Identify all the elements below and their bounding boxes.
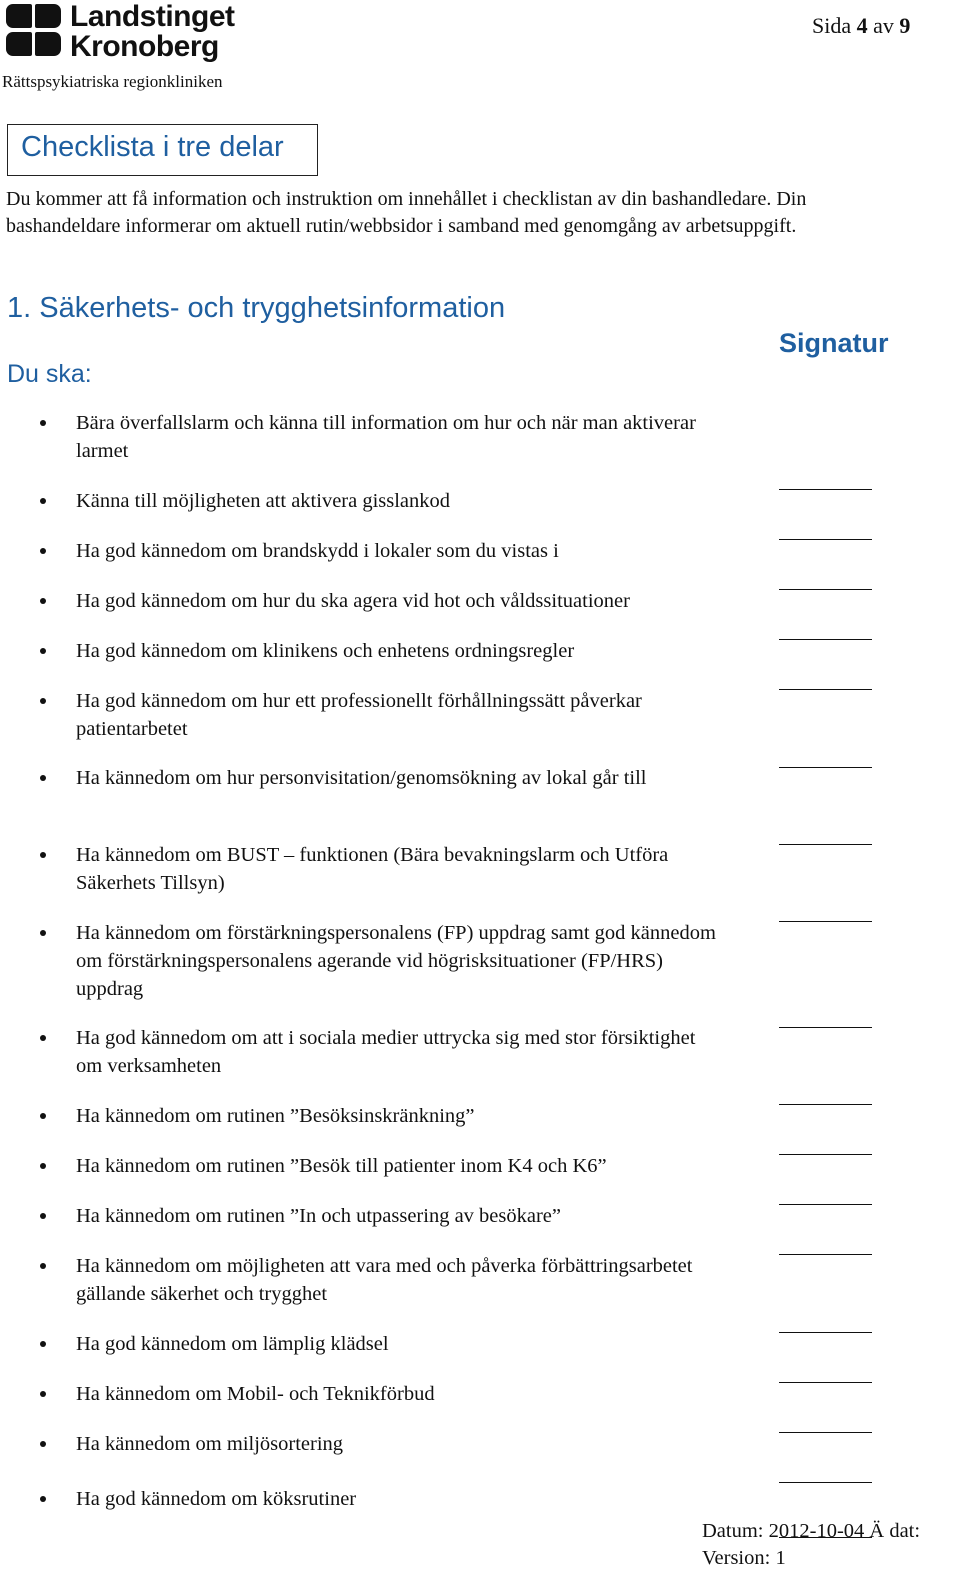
document-title-box (7, 124, 318, 176)
checklist-item-text: Ha kännedom om rutinen ”Besök till patienter inom K4 och K6” (76, 1155, 607, 1177)
bullet-icon (40, 648, 46, 654)
checklist-item-text: Ha kännedom om möjligheten att vara med och påverka förbättringsarbetet gällande säkerhet och trygghet (76, 1255, 693, 1305)
signature-line[interactable] (779, 1432, 872, 1433)
landstinget-kronoberg-logo (4, 2, 254, 66)
checklist-item-text: Ha kännedom om BUST – funktionen (Bära bevakningslarm och Utföra Säkerhets Tillsyn) (76, 844, 669, 894)
signature-column-heading: Signatur (779, 328, 889, 358)
page-number: Sida 4 av 9 (812, 13, 911, 38)
document-title: Checklista i tre delar (21, 131, 284, 163)
bullet-icon (40, 1113, 46, 1119)
bullet-icon (40, 420, 46, 426)
checklist-item-text: Känna till möjligheten att aktivera gisslankod (76, 490, 451, 512)
signature-line[interactable] (779, 639, 872, 640)
signature-line[interactable] (779, 489, 872, 490)
checklist-item-text: Ha god kännedom om köksrutiner (76, 1488, 357, 1510)
intro-paragraph: Du kommer att få information och instruktion om innehållet i checklistan av din bashandledare. Din bashandeldare informerar om aktuell rutin/webbsidor i samband med genomgång av arbetsuppgift. (6, 188, 807, 237)
signature-line[interactable] (779, 921, 872, 922)
signature-line[interactable] (779, 1204, 872, 1205)
logo-line-1: Landstinget (70, 0, 235, 33)
bullet-icon (40, 598, 46, 604)
checklist-item-text: Ha kännedom om rutinen ”Besöksinskränkning” (76, 1105, 475, 1127)
bullet-icon (40, 1213, 46, 1219)
bullet-icon (40, 1263, 46, 1269)
signature-line[interactable] (779, 767, 872, 768)
bullet-icon (40, 698, 46, 704)
signature-line[interactable] (779, 844, 872, 845)
checklist-item-text: Ha god kännedom om brandskydd i lokaler som du vistas i (76, 540, 559, 562)
signature-line[interactable] (779, 1154, 872, 1155)
footer-version: Version: 1 (702, 1547, 786, 1569)
bullet-icon (40, 1341, 46, 1347)
bullet-icon (40, 548, 46, 554)
checklist-item-text: Ha god kännedom om hur ett professionellt förhållningssätt påverkar patientarbetet (76, 690, 642, 740)
du-ska-heading: Du ska: (7, 360, 92, 388)
signature-line[interactable] (779, 539, 872, 540)
checklist-item-text: Ha god kännedom om hur du ska agera vid hot och våldssituationer (76, 590, 630, 612)
checklist-item-text: Ha god kännedom om att i sociala medier uttrycka sig med stor försiktighet om verksamheten (76, 1027, 696, 1077)
checklist-item-text: Ha kännedom om förstärkningspersonalens (FP) uppdrag samt god kännedom om förstärkningspersonalens agerande vid högrisksituationer (FP/HRS) uppdrag (76, 922, 716, 1000)
bullet-icon (40, 498, 46, 504)
logo-line-2: Kronoberg (70, 30, 219, 63)
footer-date: Datum: 2012-10-04 Ä dat: (702, 1520, 921, 1542)
signature-line[interactable] (779, 689, 872, 690)
checklist-item-text: Ha kännedom om Mobil- och Teknikförbud (76, 1383, 435, 1405)
signature-line[interactable] (779, 1104, 872, 1105)
signature-line[interactable] (779, 1382, 872, 1383)
checklist-item-text: Bära överfallslarm och känna till information om hur och när man aktiverar larmet (76, 412, 696, 462)
bullet-icon (40, 852, 46, 858)
bullet-icon (40, 1441, 46, 1447)
signature-line[interactable] (779, 1254, 872, 1255)
bullet-icon (40, 775, 46, 781)
clinic-name: Rättspsykiatriska regionkliniken (2, 72, 223, 91)
checklist-item-text: Ha kännedom om hur personvisitation/genomsökning av lokal går till (76, 767, 647, 789)
bullet-icon (40, 1163, 46, 1169)
checklist-item-text: Ha kännedom om rutinen ”In och utpassering av besökare” (76, 1205, 562, 1227)
signature-line[interactable] (779, 589, 872, 590)
checklist-item-text: Ha kännedom om miljösortering (76, 1433, 344, 1455)
bullet-icon (40, 1496, 46, 1502)
section-heading: 1. Säkerhets- och trygghetsinformation (7, 292, 506, 324)
signature-line[interactable] (779, 1027, 872, 1028)
bullet-icon (40, 1035, 46, 1041)
signature-line[interactable] (779, 1332, 872, 1333)
bullet-icon (40, 930, 46, 936)
document-footer (702, 1518, 920, 1572)
bullet-icon (40, 1391, 46, 1397)
checklist-item-text: Ha god kännedom om lämplig klädsel (76, 1333, 389, 1355)
signature-line[interactable] (779, 1482, 872, 1483)
checklist-item-text: Ha god kännedom om klinikens och enhetens ordningsregler (76, 640, 575, 662)
